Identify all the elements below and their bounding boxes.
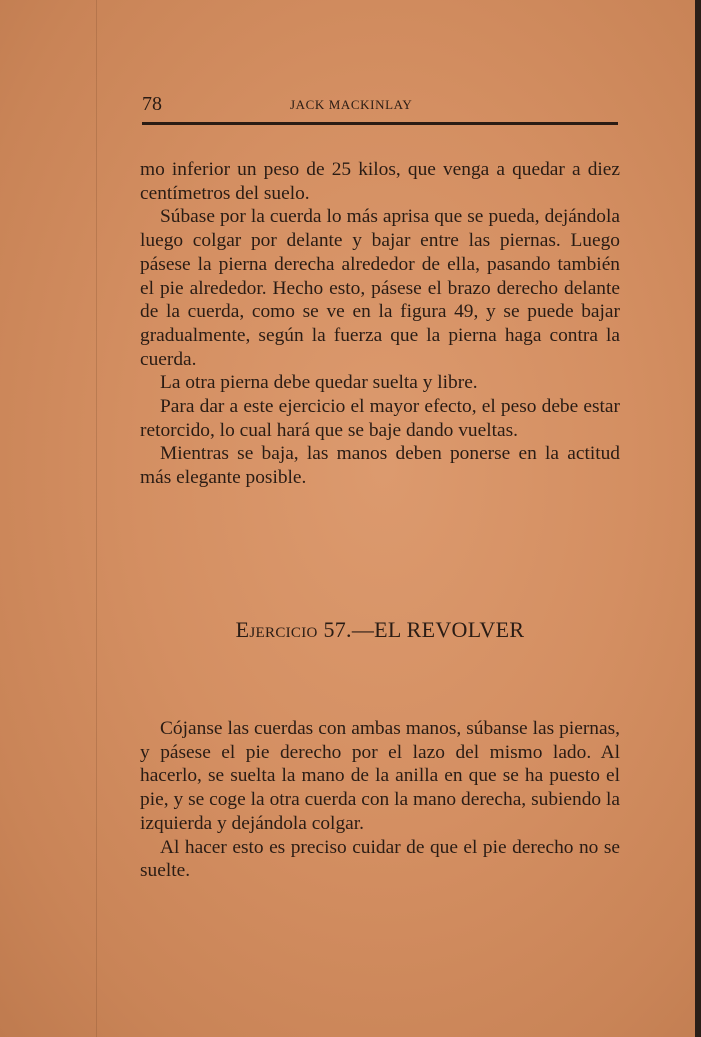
text-block-top <box>140 158 620 490</box>
paragraph-continued: mo inferior un peso de 25 kilos, que venga a quedar a diez centímetros del suelo. <box>140 159 620 204</box>
text-block-bottom <box>140 717 620 883</box>
paragraph: Mientras se baja, las manos deben ponerse en la actitud más elegante posible. <box>140 443 620 489</box>
paragraph: Al hacer esto es preciso cuidar de que el pie derecho no se suelte. <box>140 836 620 882</box>
page-edge-shadow <box>695 0 701 1037</box>
running-head: JACK MACKINLAY <box>290 97 413 112</box>
gutter-fold-line <box>96 0 97 1037</box>
page-number: 78 <box>142 93 162 115</box>
paragraph: Cójanse las cuerdas con ambas manos, súbanse las piernas, y pásese el pie derecho por el lazo del mismo lado. Al hacerlo, se suelta la mano de la anilla en que se ha puesto el pie, y se coge la otra cuerda con la mano derecha, subiendo la izquierda y dejándola colgar. <box>140 718 620 834</box>
section-heading: Ejercicio 57.—EL REVOLVER <box>235 617 525 642</box>
header-rule <box>142 122 618 125</box>
paragraph: Para dar a este ejercicio el mayor efecto, el peso debe estar retorcido, lo cual hará que se baje dando vueltas. <box>140 396 620 441</box>
page-header <box>142 92 618 116</box>
paragraph: La otra pierna debe quedar suelta y libre. <box>160 372 478 394</box>
paragraph: Súbase por la cuerda lo más aprisa que se pueda, dejándola luego colgar por delante y bajar entre las piernas. Luego pásese la pierna derecha alrededor de ella, pasando también el pie alrededor. Hecho esto, pásese el brazo derecho delante de la cuerda, como se ve en la figura 49, y se puede bajar gradualmente, según la fuerza que la pierna haga contra la cuerda. <box>140 206 620 370</box>
